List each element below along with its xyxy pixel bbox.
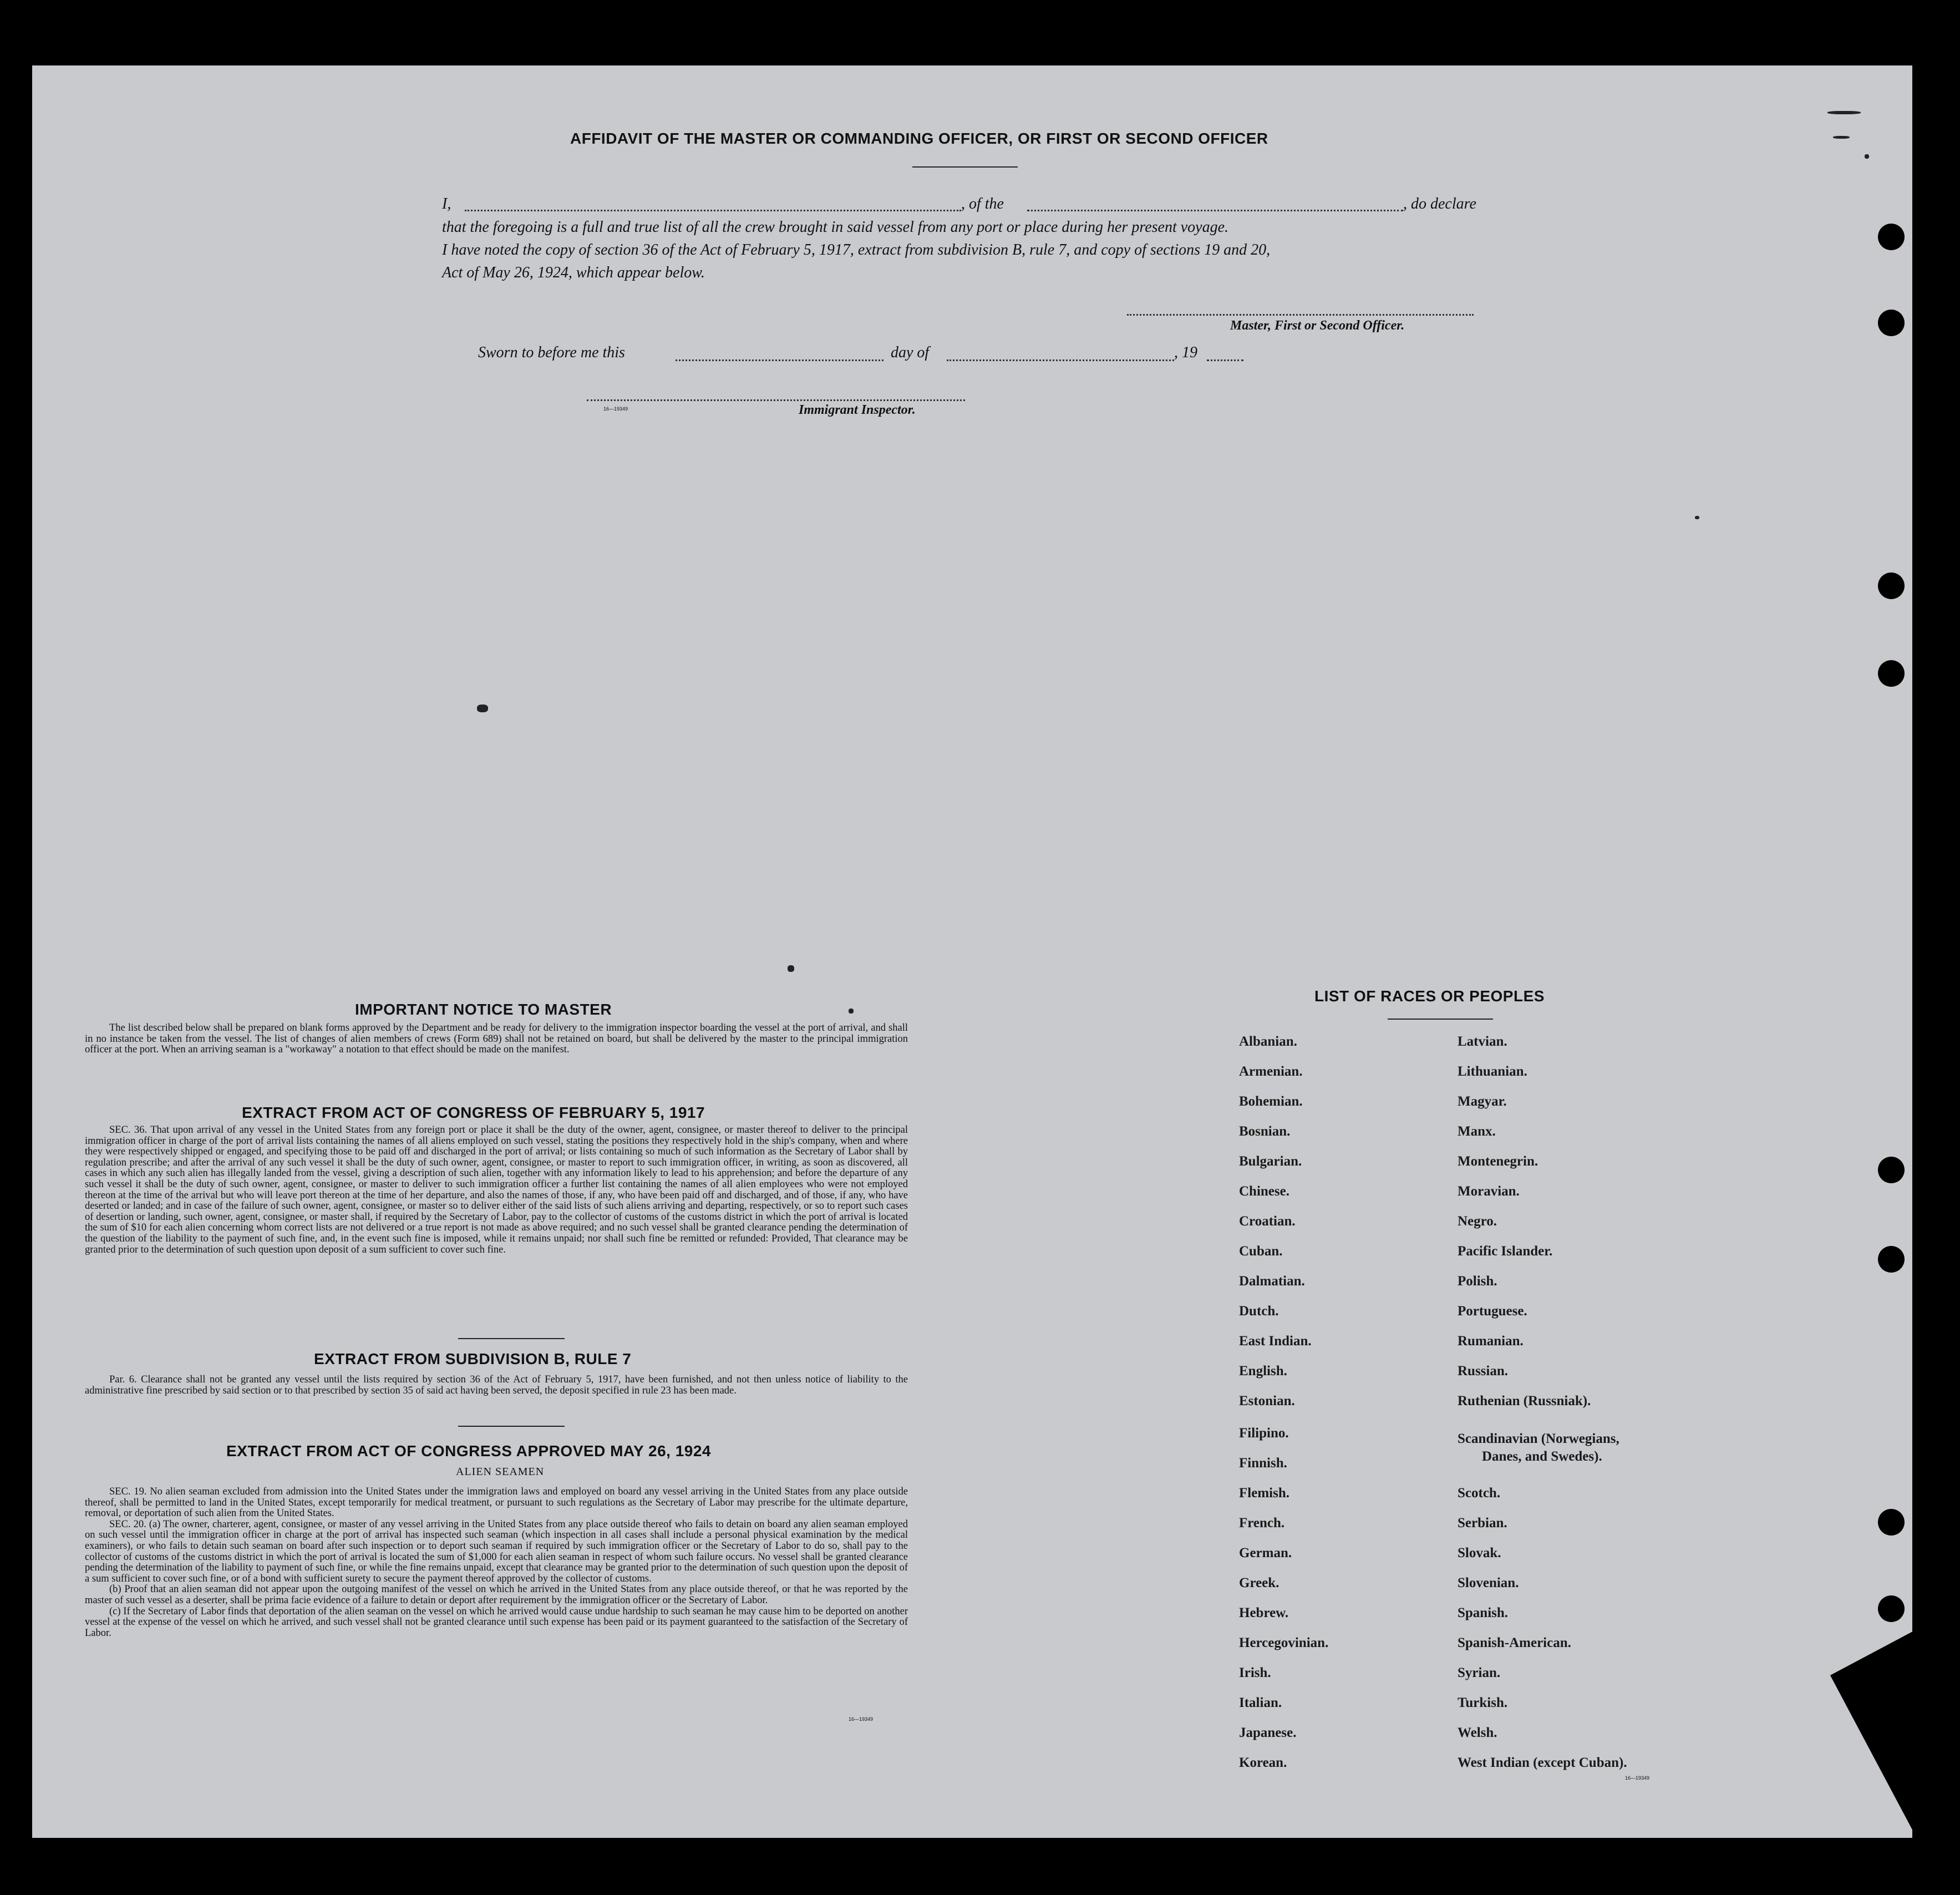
race-entry: Hercegovinian. [1239, 1635, 1329, 1650]
race-entry: Slovenian. [1458, 1575, 1519, 1590]
races-title: LIST OF RACES OR PEOPLES [1314, 987, 1545, 1005]
day-of-text: day of [891, 344, 930, 361]
race-entry: Scotch. [1458, 1486, 1501, 1501]
rule-7-title: EXTRACT FROM SUBDIVISION B, RULE 7 [314, 1350, 632, 1367]
affidavit-title: AFFIDAVIT OF THE MASTER OR COMMANDING OFFICER, OR FIRST OR SECOND OFFICER [570, 130, 1268, 147]
inspector-label: Immigrant Inspector. [799, 403, 916, 417]
sec-19-text: SEC. 19. No alien seaman excluded from admission into the United States under the immigration laws and employed on board any vessel arriving in the United States from any place outside thereof, shall be permitted to land in the United States, except temporarily for medical treatment, or pursuant to such regulations as the Secretary of Labor may prescribe for the ultimate departure, removal, or deportation of such alien from the United States. [85, 1486, 908, 1519]
binder-hole [1878, 572, 1905, 599]
race-entry: Rumanian. [1458, 1334, 1524, 1349]
races-title-underline [1388, 1019, 1493, 1020]
race-entry: Negro. [1458, 1214, 1497, 1229]
ink-speck [1827, 111, 1861, 114]
race-entry: Spanish. [1458, 1605, 1509, 1620]
sworn-month-field[interactable] [947, 359, 1174, 361]
race-entry: Bulgarian. [1239, 1154, 1302, 1169]
year-prefix: , 19 [1174, 344, 1197, 361]
race-entry: Armenian. [1239, 1064, 1303, 1079]
rule-7-body [85, 1375, 908, 1396]
ink-speck [1865, 154, 1869, 159]
sec-20c-text: (c) If the Secretary of Labor finds that deportation of the alien seaman on the vessel on which he arrived would cause undue hardship to such seaman he may cause him to be deported on another vessel at the expense of the vessel on which he arrived, and such vessel shall not be granted clearance until such expense has been paid or its payment guaranteed to the satisfaction of the Secretary of Labor. [85, 1605, 908, 1639]
affidavit-declare: , do declare [1403, 195, 1476, 212]
sworn-text: Sworn to before me this [478, 344, 625, 361]
race-entry: Welsh. [1458, 1725, 1497, 1740]
notice-body [85, 1023, 908, 1056]
race-entry: Croatian. [1239, 1214, 1296, 1229]
ink-speck [849, 1009, 854, 1014]
vessel-field[interactable] [1027, 210, 1403, 211]
race-entry: Portuguese. [1458, 1304, 1527, 1319]
race-entry: West Indian (except Cuban). [1458, 1755, 1627, 1770]
alien-seamen-subtitle: ALIEN SEAMEN [456, 1466, 545, 1478]
sec-20b-text: (b) Proof that an alien seaman did not appear upon the outgoing manifest of the vessel on which he arrived in the United States from any place outside thereof, or that he was reported by the master of such vessel as a deserter, shall be prima facie evidence of a failure to detain or deport after requirement by the immigration officer or the Secretary of Labor. [85, 1584, 908, 1606]
race-entry: Cuban. [1239, 1244, 1283, 1259]
race-entry: Serbian. [1458, 1516, 1507, 1531]
race-entry: Irish. [1239, 1665, 1271, 1680]
sec-36-text: SEC. 36. That upon arrival of any vessel in the United States from any foreign port or place it shall be the duty of the owner, agent, consignee, or master thereof to deliver to the principal immigration officer in charge of the port of arrival lists containing the names of all aliens employed on such vessel, stating the positions they respectively hold in the ship's company, when and where they were respectively shipped or engaged, and specifying those to be paid off and discharged in the port of arrival; or lists containing so much of such information as the Secretary of Labor shall by regulation prescribe; and after the arrival of any such vessel it shall be the duty of such owner, agent, consignee, or master to report to such immigration officer, in writing, as soon as discovered, all cases in which any such alien has illegally landed from the vessel, giving a description of such alien, together with any information likely to lead to his apprehension; and before the departure of any such vessel it shall be the duty of such owner, agent, consignee, or master to deliver to such immigration officer a further list containing the names of all alien employees who were not employed thereon at the time of the arrival but who will leave port thereon at the time of her departure, and also the names of those, if any, who have been paid off and discharged, and of those, if any, who have deserted or landed; and in case of the failure of such owner, agent, consignee, or master so to deliver either of the said lists of such aliens arriving and departing, respectively, or so to report such cases of desertion or landing, such owner, agent, consignee, or master shall, if required by the Secretary of Labor, pay to the collector of customs of the customs district in which the port of arrival is located the sum of $10 for each alien concerning whom correct lists are not delivered or a true report is not made as above required; and no such vessel shall be granted clearance pending the determination of the question of the liability to the payment of such fine, and, in the event such fine is imposed, while it remains unpaid; nor shall such fine be remitted or refunded: Provided, That clearance may be granted prior to the determination of such question upon deposit of a sum sufficient to cover such fine. [85, 1124, 908, 1255]
name-field[interactable] [465, 210, 961, 211]
race-entry: Montenegrin. [1458, 1154, 1538, 1169]
race-entry: French. [1239, 1516, 1285, 1531]
race-entry: English. [1239, 1364, 1287, 1379]
ink-speck [1833, 136, 1850, 139]
race-entry: Dutch. [1239, 1304, 1279, 1319]
title-underline [912, 166, 1018, 168]
extract-1924-body [85, 1487, 908, 1639]
races-form-number: 16—19349 [1625, 1775, 1650, 1781]
race-entry: Bosnian. [1239, 1124, 1291, 1139]
sworn-day-field[interactable] [676, 359, 883, 361]
race-entry: Korean. [1239, 1755, 1287, 1770]
sworn-year-field[interactable] [1207, 359, 1243, 361]
extract-1917-body [85, 1125, 908, 1255]
race-entry: Albanian. [1239, 1034, 1297, 1049]
signature-line[interactable] [1127, 314, 1474, 316]
ink-speck [477, 705, 488, 712]
race-entry: Hebrew. [1239, 1605, 1289, 1620]
ink-speck [788, 965, 794, 972]
par-6-text: Par. 6. Clearance shall not be granted any vessel until the lists required by section 36 of the Act of February 5, 1917, have been furnished, and not then unless notice of liability to the administrative fine prescribed by said section or to that prescribed by section 35 of said act having been served, the deposit specified in rule 23 has been made. [85, 1374, 908, 1396]
race-entry: Chinese. [1239, 1184, 1289, 1199]
race-entry: Manx. [1458, 1124, 1496, 1139]
race-entry: Estonian. [1239, 1394, 1295, 1408]
binder-hole [1878, 1509, 1905, 1536]
binder-hole [1878, 1246, 1905, 1273]
race-entry: Turkish. [1458, 1695, 1508, 1710]
race-entry: Latvian. [1458, 1034, 1507, 1049]
race-entry: Greek. [1239, 1575, 1279, 1590]
signature-label: Master, First or Second Officer. [1230, 318, 1405, 333]
binder-hole [1878, 310, 1905, 336]
extract-1917-title: EXTRACT FROM ACT OF CONGRESS OF FEBRUARY 5, 1917 [242, 1104, 705, 1121]
affidavit-line-4: Act of May 26, 1924, which appear below. [442, 264, 705, 281]
race-entry: Polish. [1458, 1274, 1497, 1289]
race-entry: Italian. [1239, 1695, 1282, 1710]
race-entry: Spanish-American. [1458, 1635, 1571, 1650]
notice-title: IMPORTANT NOTICE TO MASTER [355, 1001, 612, 1018]
binder-hole [1878, 1157, 1905, 1183]
race-entry: Scandinavian (Norwegians, [1458, 1431, 1619, 1446]
race-entry: Flemish. [1239, 1486, 1289, 1501]
race-entry: Pacific Islander. [1458, 1244, 1553, 1259]
race-entry: Finnish. [1239, 1456, 1287, 1471]
extract-1924-title: EXTRACT FROM ACT OF CONGRESS APPROVED MAY 26, 1924 [226, 1442, 711, 1460]
affidavit-line-3: I have noted the copy of section 36 of the Act of February 5, 1917, extract from subdivision B, rule 7, and copy of sections 19 and 20, [442, 241, 1271, 259]
race-entry: Danes, and Swedes). [1482, 1449, 1602, 1464]
race-entry: Lithuanian. [1458, 1064, 1527, 1079]
race-entry: Syrian. [1458, 1665, 1501, 1680]
affidavit-line-2: that the foregoing is a full and true list of all the crew brought in said vessel from any port or place during her present voyage. [442, 219, 1229, 236]
race-entry: East Indian. [1239, 1334, 1312, 1349]
binder-hole [1878, 660, 1905, 687]
affidavit-form-number: 16—19349 [603, 406, 628, 412]
race-entry: Magyar. [1458, 1094, 1507, 1109]
binder-hole [1878, 224, 1905, 250]
race-entry: Japanese. [1239, 1725, 1297, 1740]
affidavit-of-the: , of the [961, 195, 1004, 212]
race-entry: German. [1239, 1546, 1292, 1560]
divider [458, 1426, 565, 1427]
binder-hole [1878, 1595, 1905, 1622]
notice-text: The list described below shall be prepared on blank forms approved by the Department and be ready for delivery to the immigration inspector boarding the vessel at the port of arrival, and shall in no instance be taken from the vessel. The list of changes of alien members of crews (Form 689) shall not be retained on board, but shall be delivered by the master to the principal immigration officer at the port. When an arriving seaman is a "workaway" a notation to that effect should be made on the manifest. [85, 1022, 908, 1056]
race-entry: Dalmatian. [1239, 1274, 1305, 1289]
extract-form-number: 16—19349 [849, 1716, 874, 1722]
race-entry: Russian. [1458, 1364, 1509, 1379]
race-entry: Bohemian. [1239, 1094, 1303, 1109]
race-entry: Filipino. [1239, 1426, 1289, 1441]
race-entry: Moravian. [1458, 1184, 1520, 1199]
sec-20a-text: SEC. 20. (a) The owner, charterer, agent, consignee, or master of any vessel arriving in the United States from any place outside thereof who fails to detain on board any alien seaman employed on such vessel until the immigration officer in charge at the port of arrival has inspected such seaman (which inspection in all cases shall include a personal physical examination by the medical examiners), or who fails to detain such seaman on board after such inspection or to deport such seaman if required by such immigration officer or the Secretary of Labor to do so, shall pay to the collector of customs of the customs district in which the port of arrival is located the sum of $1,000 for each alien seaman in respect of whom such failure occurs. No vessel shall be granted clearance pending the determination of the liability to payment of such fine, or while the fine remains unpaid, except that clearance may be granted prior to the determination of such question upon the deposit of a sum sufficient to cover such fine, or of a bond with sufficient surety to secure the payment thereof approved by the collector of customs. [85, 1518, 908, 1584]
ink-speck [1695, 516, 1699, 519]
affidavit-i: I, [442, 195, 451, 212]
inspector-signature-line[interactable] [587, 399, 965, 401]
race-entry: Ruthenian (Russniak). [1458, 1394, 1591, 1408]
divider [458, 1338, 565, 1339]
race-entry: Slovak. [1458, 1546, 1501, 1560]
